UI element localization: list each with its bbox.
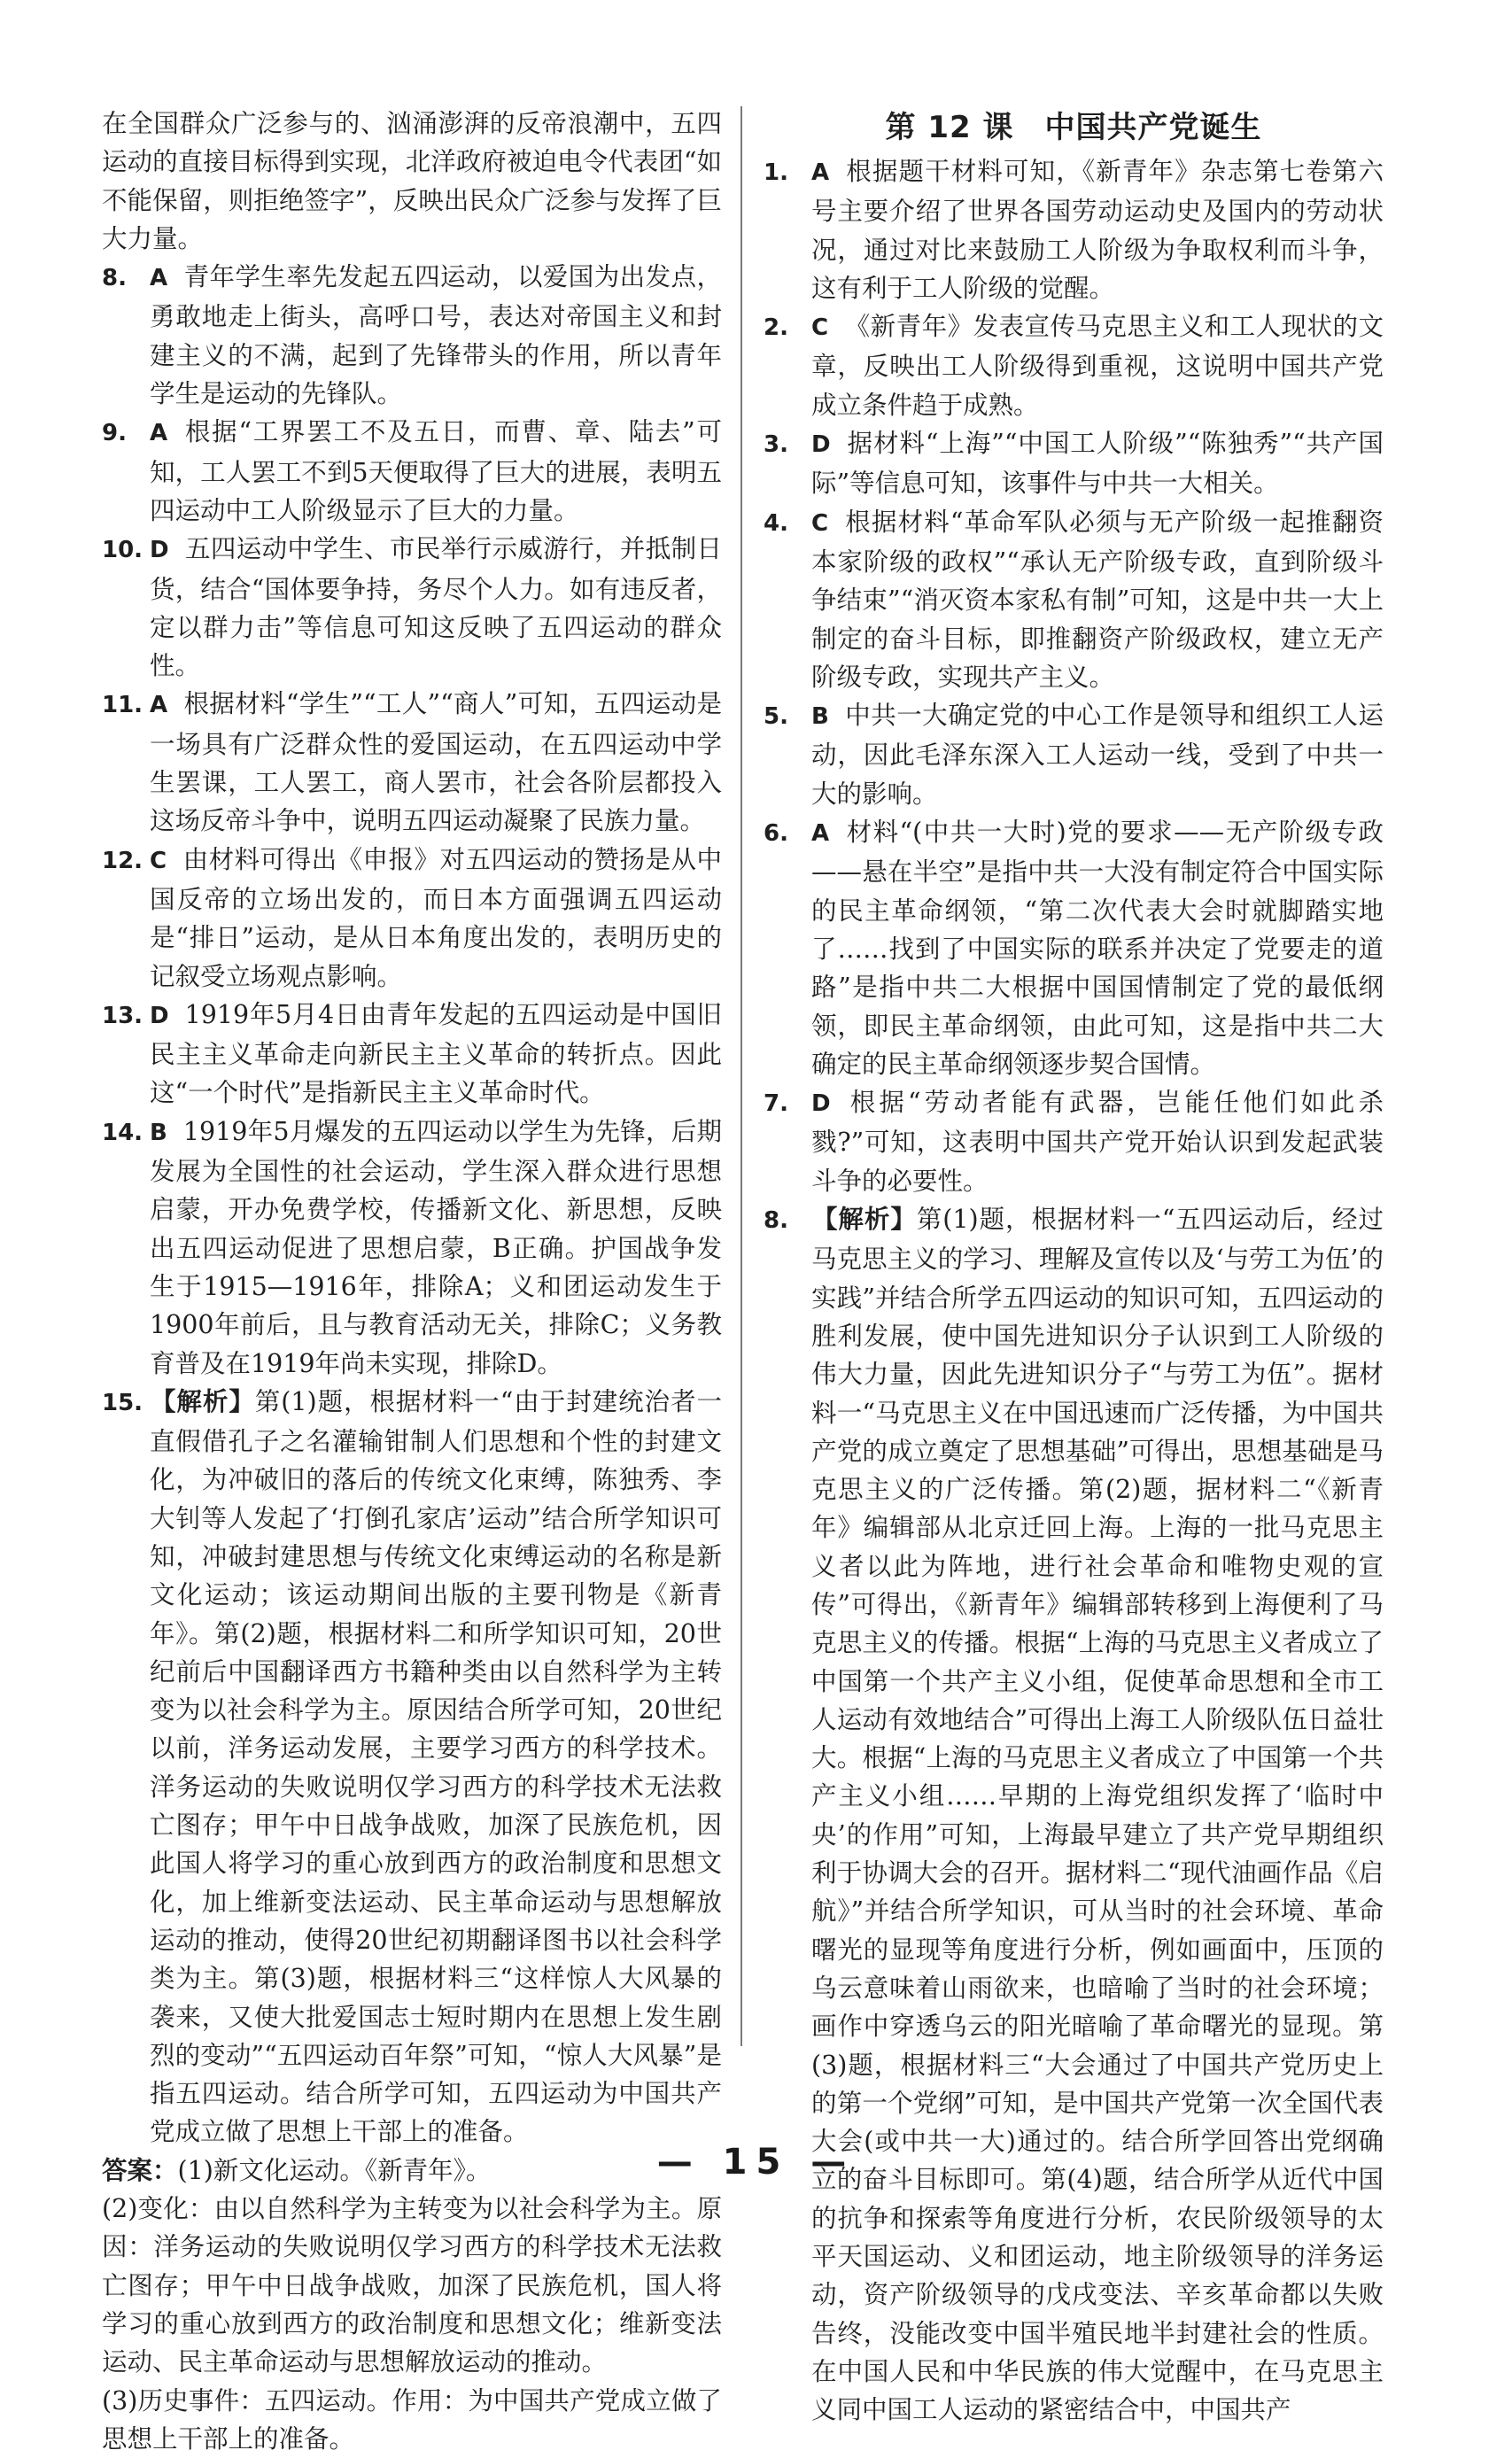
- item-answer: B: [811, 703, 829, 731]
- item-number: 15.: [102, 1389, 143, 1416]
- item-text: 材料“(中共一大时)党的要求——无产阶级专政——悬在半空”是指中共一大没有制定符合中国实际的民主革命纲领，“第二次代表大会时就脚踏实地了……找到了中国实际的联系并决定了党要走的道路”是指中共二大根据中国国情制定了党的最低纲领，即民主革命纲领，由此可知，这是指中共二大确定的民主革命纲领逐步契合国情。: [811, 818, 1384, 1079]
- item-answer: A: [150, 265, 168, 292]
- item-number: 11.: [102, 692, 143, 719]
- item-number: 3.: [764, 431, 788, 459]
- item-number: 5.: [764, 703, 788, 731]
- column-divider: [740, 106, 742, 2046]
- answer-text: (1)新文化运动。《新青年》。: [177, 2155, 492, 2185]
- item-number: 2.: [764, 314, 788, 342]
- item-number: 14.: [102, 1119, 143, 1146]
- item-text: 根据材料“革命军队必须与无产阶级一起推翻资本家阶级的政权”“承认无产阶级专政，直到阶级斗争结束”“消灭资本家私有制”可知，这是中共一大上制定的奋斗目标，即推翻资产阶级政权，建立无产阶级专政，实现共产主义。: [811, 507, 1384, 692]
- item-number: 6.: [764, 820, 788, 848]
- item-answer: C: [150, 847, 167, 874]
- left-column: [102, 105, 722, 2458]
- answer-item-5: [764, 696, 1384, 813]
- item-answer: A: [150, 420, 168, 447]
- item-text: 五四运动中学生、市民举行示威游行，并抵制日货，结合“国体要争持，务尽个人力。如有违反者，定以群力击”等信息可知这反映了五四运动的群众性。: [150, 534, 722, 681]
- answer-line-2: (2)变化：由以自然科学为主转变为以社会科学为主。原因：洋务运动的失败说明仅学习西方的科学技术无法救亡图存；甲午中日战争战败，加深了民族危机，国人将学习的重心放到西方的政治制度和思想文化；维新变法运动、民主革命运动与思想解放运动的推动。: [102, 2194, 722, 2377]
- item-text: 根据材料“学生”“工人”“商人”可知，五四运动是一场具有广泛群众性的爱国运动，在五四运动中学生罢课，工人罢工，商人罢市，社会各阶层都投入这场反帝斗争中，说明五四运动凝聚了民族力量。: [150, 689, 722, 836]
- item-text: 根据“劳动者能有武器，岂能任他们如此杀戮?”可知，这表明中国共产党开始认识到发起武装斗争的必要性。: [811, 1088, 1384, 1196]
- answer-line-3: (3)历史事件：五四运动。作用：为中国共产党成立做了思想上干部上的准备。: [102, 2385, 722, 2454]
- item-text: 根据题干材料可知，《新青年》杂志第七卷第六号主要介绍了世界各国劳动运动史及国内的劳动状况，通过对比来鼓励工人阶级为争取权利而斗争，这有利于工人阶级的觉醒。: [811, 157, 1384, 303]
- answer-item-7: [764, 1083, 1384, 1200]
- answer-item-2: [764, 307, 1384, 424]
- answer-item-8-analysis: [764, 1200, 1384, 2430]
- answer-item-4: [764, 503, 1384, 696]
- answer-item-15: [102, 1383, 722, 2152]
- answer-item-13: [102, 996, 722, 1113]
- item-number: 10.: [102, 537, 143, 564]
- item-text: 第(1)题，根据材料一“由于封建统治者一直假借孔子之名灌输钳制人们思想和个性的封建文化，为冲破旧的落后的传统文化束缚，陈独秀、李大钊等人发起了‘打倒孔家店’运动”结合所学知识可知，冲破封建思想与传统文化束缚运动的名称是新文化运动；该运动期间出版的主要刊物是《新青年》。第(2)题，根据材料二和所学知识可知，20世纪前后中国翻译西方书籍种类由以自然科学为主转变为以社会科学为主。原因结合所学可知，20世纪以前，洋务运动发展，主要学习西方的科学技术。洋务运动的失败说明仅学习西方的科学技术无法救亡图存；甲午中日战争战败，加深了民族危机，因此国人将学习的重心放到西方的政治制度和思想文化，加上维新变法运动、民主革命运动与思想解放运动的推动，使得20世纪初期翻译图书以社会科学类为主。第(3)题，根据材料三“这样惊人大风暴的袭来，又使大批爱国志士短时期内在思想上发生剧烈的变动”“五四运动百年祭”可知，“惊人大风暴”是指五四运动。结合所学可知，五四运动为中国共产党成立做了思想上干部上的准备。: [150, 1386, 722, 2147]
- item-answer: D: [811, 1090, 831, 1118]
- item-answer: D: [811, 431, 831, 459]
- analysis-tag: 【解析】: [811, 1205, 917, 1235]
- item-number: 1.: [764, 159, 788, 186]
- item-text: 1919年5月爆发的五四运动以学生为先锋，后期发展为全国性的社会运动，学生深入群众进行思想启蒙，开办免费学校，传播新文化、新思想，反映出五四运动促进了思想启蒙，B正确。护国战争发生于1915—1916年，排除A；义和团运动发生于1900年前后，且与教育活动无关，排除C；义务教育普及在1919年尚未实现，排除D。: [150, 1116, 722, 1378]
- item-number: 7.: [764, 1090, 788, 1118]
- item-number: 9.: [102, 420, 127, 447]
- item-answer: A: [811, 159, 830, 186]
- item-number: 13.: [102, 1002, 143, 1029]
- item-text: 《新青年》发表宣传马克思主义和工人现状的文章，反映出工人阶级得到重视，这说明中国共产党成立条件趋于成熟。: [811, 312, 1384, 420]
- item-answer: A: [811, 820, 830, 848]
- answer-item-9: [102, 413, 722, 530]
- answer-item-8: [102, 258, 722, 413]
- answer-item-14: [102, 1113, 722, 1383]
- answer-label: 答案：: [102, 2155, 178, 2185]
- item-text: 根据“工界罢工不及五日，而曹、章、陆去”可知，工人罢工不到5天便取得了巨大的进展，表明五四运动中工人阶级显示了巨大的力量。: [150, 417, 722, 525]
- intro-paragraph: 在全国群众广泛参与的、汹涌澎湃的反帝浪潮中，五四运动的直接目标得到实现，北洋政府被迫电令代表团“如不能保留，则拒绝签字”，反映出民众广泛参与发挥了巨大力量。: [102, 109, 722, 253]
- item-answer: C: [811, 314, 829, 342]
- item-text: 由材料可得出《申报》对五四运动的赞扬是从中国反帝的立场出发的，而日本方面强调五四运动是“排日”运动，是从日本角度出发的，表明历史的记叙受立场观点影响。: [150, 844, 722, 991]
- item-number: 12.: [102, 847, 143, 874]
- item-answer: B: [150, 1119, 167, 1146]
- item-answer: D: [150, 1002, 169, 1029]
- answer-item-3: [764, 424, 1384, 503]
- item-text: 据材料“上海”“中国工人阶级”“陈独秀”“共产国际”等信息可知，该事件与中共一大相关。: [811, 429, 1384, 499]
- lesson-title: 第 12 课 中国共产党诞生: [885, 110, 1262, 145]
- item-answer: C: [811, 509, 829, 537]
- item-text: 第(1)题，根据材料一“五四运动后，经过马克思主义的学习、理解及宣传以及‘与劳工为伍’的实践”并结合所学五四运动的知识可知，五四运动的胜利发展，使中国先进知识分子认识到工人阶级的伟大力量，因此先进知识分子“与劳工为伍”。据材料一“马克思主义在中国迅速而广泛传播，为中国共产党的成立奠定了思想基础”可得出，思想基础是马克思主义的广泛传播。第(2)题，据材料二“《新青年》编辑部从北京迁回上海。上海的一批马克思主义者以此为阵地，进行社会革命和唯物史观的宣传”可得出，《新青年》编辑部转移到上海便利了马克思主义的传播。根据“上海的马克思主义者成立了中国第一个共产主义小组，促使革命思想和全市工人运动有效地结合”可得出上海工人阶级队伍日益壮大。根据“上海的马克思主义者成立了中国第一个共产主义小组……早期的上海党组织发挥了‘临时中央’的作用”可知，上海最早建立了共产党早期组织利于协调大会的召开。据材料二“现代油画作品《启航》”并结合所学知识，可从当时的社会环境、革命曙光的显现等角度进行分析，例如画面中，压顶的乌云意味着山雨欲来，也暗喻了当时的社会环境；画作中穿透乌云的阳光暗喻了革命曙光的显现。第(3)题，根据材料三“大会通过了中国共产党历史上的第一个党纲”可知，是中国共产党第一次全国代表大会(或中共一大)通过的。结合所学回答出党纲确立的奋斗目标即可。第(4)题，结合所学从近代中国的抗争和探索等角度进行分析，农民阶级领导的太平天国运动、义和团运动，地主阶级领导的洋务运动，资产阶级领导的戊戌变法、辛亥革命都以失败告终，没能改变中国半殖民地半封建社会的性质。在中国人民和中华民族的伟大觉醒中，在马克思主义同中国工人运动的紧密结合中，中国共产: [811, 1205, 1384, 2425]
- answer-item-11: [102, 685, 722, 840]
- item-number: 8.: [102, 265, 127, 292]
- answer-item-10: [102, 530, 722, 685]
- item-number: 4.: [764, 509, 788, 537]
- item-text: 青年学生率先发起五四运动，以爱国为出发点，勇敢地走上街头，高呼口号，表达对帝国主义和封建主义的不满，起到了先锋带头的作用，所以青年学生是运动的先锋队。: [150, 262, 722, 409]
- item-answer: A: [150, 692, 168, 719]
- item-text: 中共一大确定党的中心工作是领导和组织工人运动，因此毛泽东深入工人运动一线，受到了中共一大的影响。: [811, 701, 1384, 809]
- item-number: 8.: [764, 1207, 788, 1235]
- right-column: [764, 105, 1384, 2430]
- item-answer: D: [150, 537, 169, 564]
- analysis-tag: 【解析】: [150, 1386, 255, 1416]
- page-number: — 15 —: [656, 2142, 856, 2183]
- answer-item-6: [764, 813, 1384, 1083]
- answer-item-12: [102, 841, 722, 996]
- item-text: 1919年5月4日由青年发起的五四运动是中国旧民主主义革命走向新民主主义革命的转折点。因此这“一个时代”是指新民主主义革命时代。: [150, 999, 722, 1108]
- answer-item-1: [764, 152, 1384, 307]
